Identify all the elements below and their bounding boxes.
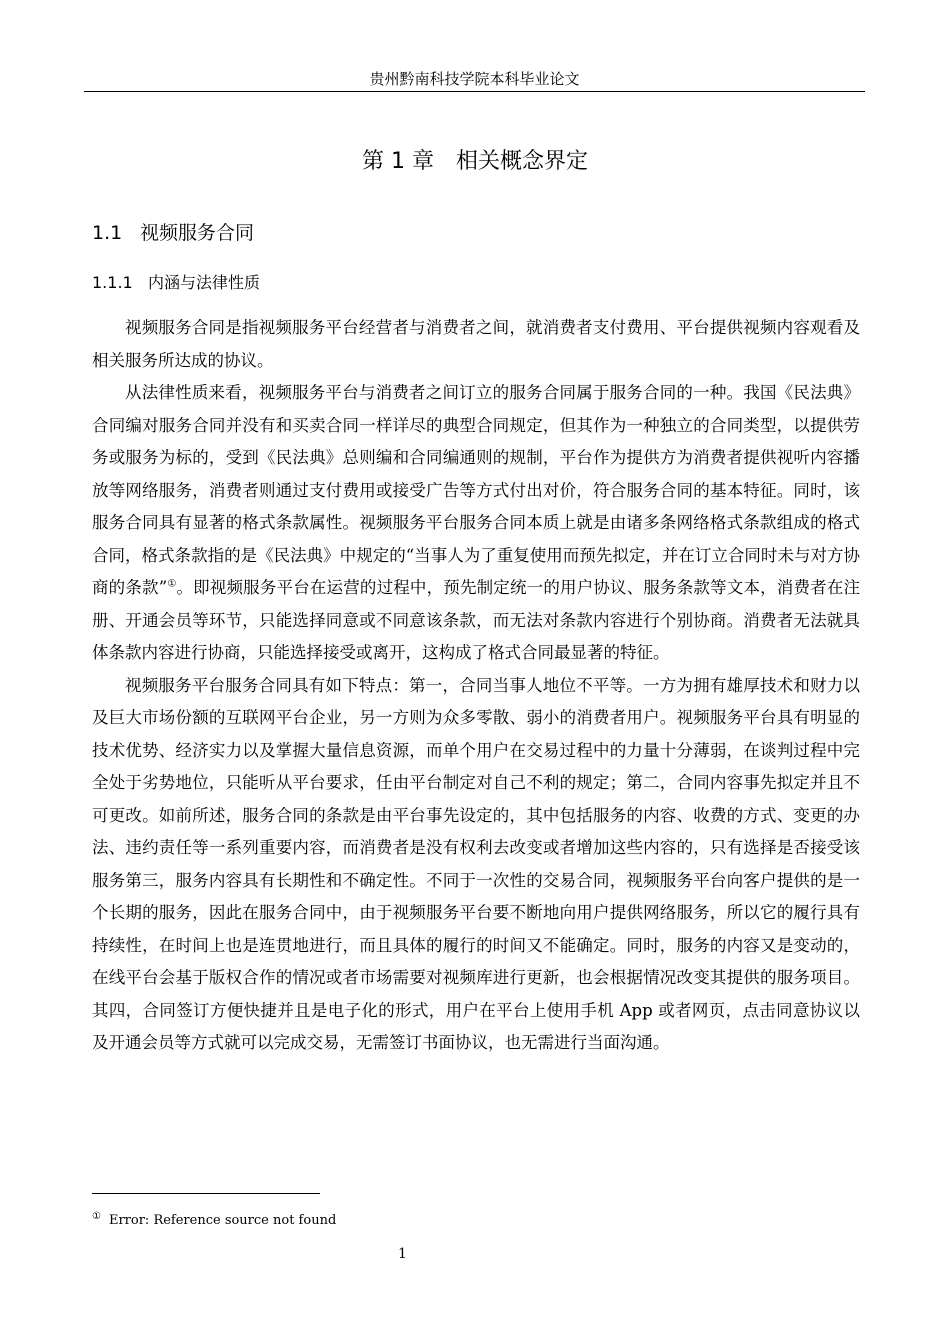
footnote-reference[interactable]: ① (167, 578, 177, 590)
body-text (92, 312, 860, 1060)
section-heading (92, 219, 254, 247)
footnote-text: Error: Reference source not found (108, 1213, 337, 1228)
header-rule (84, 91, 865, 92)
chapter-title: 第 1 章 相关概念界定 (362, 149, 588, 174)
running-header: 贵州黔南科技学院本科毕业论文 (369, 70, 580, 88)
section-number: 1.1 (92, 222, 123, 244)
footnote-mark: ① (92, 1210, 101, 1222)
footnote (92, 1212, 336, 1230)
paragraph-2 (92, 377, 860, 670)
subsection-number: 1.1.1 (92, 273, 133, 292)
subsection-title: 内涵与法律性质 (148, 273, 261, 292)
section-title: 视频服务合同 (140, 222, 255, 244)
page-number: 1 (398, 1246, 407, 1262)
footnote-separator (92, 1193, 320, 1194)
subsection-heading (92, 270, 260, 296)
paragraph-1: 视频服务合同是指视频服务平台经营者与消费者之间，就消费者支付费用、平台提供视频内容观看及相关服务所达成的协议。 (92, 318, 860, 370)
paragraph-2-part-b: 。即视频服务平台在运营的过程中，预先制定统一的用户协议、服务条款等文本，消费者在注册、开通会员等环节，只能选择同意或不同意该条款，而无法对条款内容进行个别协商。消费者无法就具体条款内容进行协商，只能选择接受或离开，这构成了格式合同最显著的特征。 (92, 578, 861, 662)
paragraph-2-part-a: 从法律性质来看，视频服务平台与消费者之间订立的服务合同属于服务合同的一种。我国《民法典》合同编对服务合同并没有和买卖合同一样详尽的典型合同规定，但其作为一种独立的合同类型，以提供劳务或服务为标的，受到《民法典》总则编和合同编通则的规制，平台作为提供方为消费者提供视听内容播放等网络服务，消费者则通过支付费用或接受广告等方式付出对价，符合服务合同的基本特征。同时，该服务合同具有显著的格式条款属性。视频服务平台服务合同本质上就是由诸多条网络格式条款组成的格式合同，格式条款指的是《民法典》中规定的“当事人为了重复使用而预先拟定，并在订立合同时未与对方协商的条款” (92, 383, 860, 597)
paragraph-3: 视频服务平台服务合同具有如下特点：第一，合同当事人地位不平等。一方为拥有雄厚技术和财力以及巨大市场份额的互联网平台企业，另一方则为众多零散、弱小的消费者用户。视频服务平台具有明显的技术优势、经济实力以及掌握大量信息资源，而单个用户在交易过程中的力量十分薄弱，在谈判过程中完全处于劣势地位，只能听从平台要求，任由平台制定对自己不利的规定；第二，合同内容事先拟定并且不可更改。如前所述，服务合同的条款是由平台事先设定的，其中包括服务的内容、收费的方式、变更的办法、违约责任等一系列重要内容，而消费者是没有权利去改变或者增加这些内容的，只有选择是否接受该服务第三，服务内容具有长期性和不确定性。不同于一次性的交易合同，视频服务平台向客户提供的是一个长期的服务，因此在服务合同中，由于视频服务平台要不断地向用户提供网络服务，所以它的履行具有持续性，在时间上也是连贯地进行，而且具体的履行的时间又不能确定。同时，服务的内容又是变动的，在线平台会基于版权合作的情况或者市场需要对视频库进行更新，也会根据情况改变其提供的服务项目。其四，合同签订方便快捷并且是电子化的形式，用户在平台上使用手机 App 或者网页，点击同意协议以及开通会员等方式就可以完成交易，无需签订书面协议，也无需进行当面沟通。 (92, 675, 860, 1052)
